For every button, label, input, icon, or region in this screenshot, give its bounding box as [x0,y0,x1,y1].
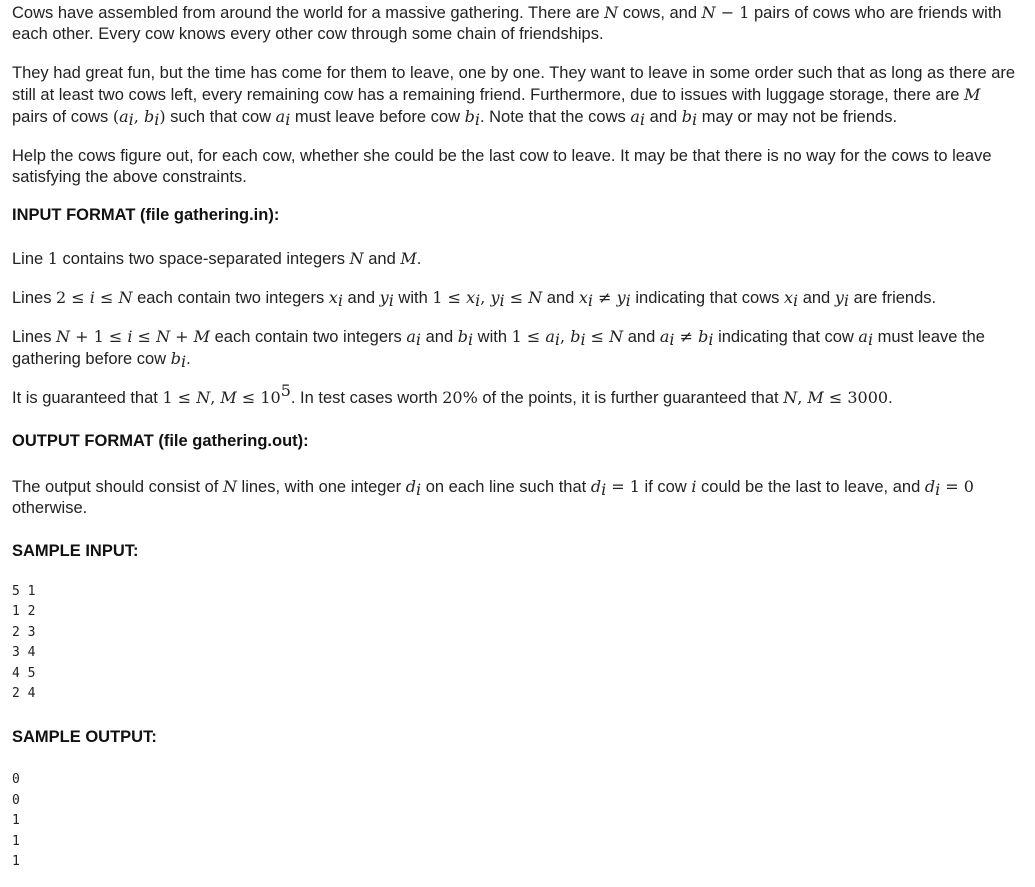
math-num: 1 ≤ [511,327,546,346]
input-format-heading: INPUT FORMAT (file gathering.in): [12,206,280,224]
math-var: a [659,327,670,346]
math-var: y [616,288,626,307]
math-var: y [379,288,389,307]
text: Lines [12,328,57,346]
math-sub: i [692,110,698,129]
text: with [393,289,433,307]
math-var: i [127,327,133,346]
math-var: y [834,288,844,307]
math-var: N [609,327,624,346]
math-var: i [89,288,95,307]
math-var: N [783,388,798,407]
text: and [363,250,401,268]
text: Cows have assembled from around the world for a massive gathering. There are [12,4,605,22]
math-num: ≤ [504,288,529,307]
math-var: a [119,107,129,126]
math-var: d [405,477,416,496]
math-var: N [349,249,364,268]
text: . [186,350,191,368]
math-num: + [170,327,194,346]
math-num: 20% [442,388,478,407]
math-num: = 1 [606,477,640,496]
text: . Note that the cows [479,108,631,126]
math-var: b [464,107,475,126]
text: must leave the gathering before cow [12,328,985,368]
math-var: x [783,288,793,307]
math-var: M [400,249,417,268]
math-var: x [578,288,588,307]
math-var: a [630,107,640,126]
text: such that cow [165,108,276,126]
math-sub: i [843,291,849,310]
text: indicating that cow [713,328,859,346]
math-num: , [480,288,491,307]
text: The output should consist of [12,478,223,496]
text: and [645,108,682,126]
math-var: x [328,288,338,307]
math-var: N [604,3,619,22]
math-var: b [698,327,709,346]
text: may or may not be friends. [697,108,898,126]
text: cows, and [618,4,702,22]
text: and [623,328,660,346]
sample-output-block: 0 0 1 1 1 [12,772,20,870]
math-sub: i [867,330,874,349]
math-var: b [170,349,181,368]
math-var: N [156,327,171,346]
math-num: , [210,388,221,407]
text: contains two space-separated integers [57,250,350,268]
text: and [342,289,380,307]
text: It is guaranteed that [12,389,163,407]
math-num: ≤ [132,327,157,346]
text: . [888,389,893,407]
input-line-1 [12,248,1017,270]
math-var: N [56,327,71,346]
math-sub: i [793,291,799,310]
math-var: a [275,107,286,126]
output-line-1 [12,476,1017,519]
output-format-heading: OUTPUT FORMAT (file gathering.out): [12,432,309,450]
input-line-4 [12,381,1017,409]
problem-statement [12,2,1017,872]
math-num: ≤ [585,327,610,346]
math-sub: i [639,110,646,129]
text: . [416,250,422,268]
math-var: M [963,85,981,104]
math-sub: i [554,330,561,349]
input-line-2 [12,287,1017,309]
math-var: a [406,327,416,346]
text: must leave before cow [290,108,465,126]
input-line-3 [12,326,1017,370]
math-num: , [797,388,808,407]
math-sub: i [180,352,187,371]
math-var: N [701,3,716,22]
math-var: a [858,327,868,346]
sample-input-heading: SAMPLE INPUT: [12,542,139,560]
sample-output-heading: SAMPLE OUTPUT: [12,728,157,747]
math-var: b [681,107,692,126]
math-var: x [466,288,476,307]
math-var: b [570,327,581,346]
text: They had great fun, but the time has come for them to leave, one by one. They want to leave in some order such that as long as there are still at least two cows left, every remaining cow has a remaining friend. Furthermore, due to issues with luggage storage, there are [12,64,1016,104]
math-var: a [545,327,555,346]
math-var: b [143,107,155,126]
text: and [542,289,579,307]
math-sub: i [669,330,675,349]
text: each contain two integers [210,328,407,346]
math-sup: 5 [280,381,291,400]
math-num: ≤ 3000 [823,388,889,407]
math-sub: i [580,330,586,349]
math-var: b [457,327,468,346]
math-sub: i [601,480,607,499]
math-var: N [196,388,211,407]
text: Line [12,250,48,268]
math-sub: i [415,330,422,349]
math-sub: i [708,330,714,349]
sample-input-block: 5 1 1 2 2 3 3 4 4 5 2 4 [12,584,36,702]
math-num: , [133,107,144,126]
text: on each line such that [421,478,591,496]
math-sub: i [587,291,594,310]
math-num: + 1 ≤ [70,327,128,346]
math-num: ≠ [593,288,617,307]
math-sub: i [625,291,631,310]
math-num: 1 ≤ [432,288,467,307]
text: could be the last to leave, and [696,478,925,496]
math-sub: i [337,291,343,310]
text: pairs of cows [12,108,113,126]
math-num: 1 [47,249,58,268]
text: pairs of cows who are friends with each other. Every cow knows every other cow through some chain of friendships. [12,4,1002,43]
math-var: N [222,477,237,496]
math-sub: i [499,291,505,310]
math-num: ≤ 10 [236,388,281,407]
math-sub: i [415,480,422,499]
math-num: ) [159,107,166,126]
math-var: i [691,477,697,496]
math-var: N [528,288,543,307]
math-sub: i [285,110,291,129]
math-var: d [590,477,602,496]
math-num: ≠ [674,327,699,346]
math-var: M [220,388,237,407]
text: are friends. [849,289,937,307]
text: of the points, it is further guaranteed that [477,389,784,407]
text: . In test cases worth [290,389,443,407]
math-var: M [807,388,824,407]
text: each contain two integers [132,289,329,307]
text: with [473,328,512,346]
math-num: 2 ≤ [56,288,90,307]
math-var: M [193,327,211,346]
math-num: , [560,327,571,346]
math-var: y [490,288,500,307]
math-sub: i [128,110,134,129]
text: and [798,289,835,307]
math-num: = 0 [940,477,974,496]
text: Lines [12,289,57,307]
statement-paragraph-3: Help the cows figure out, for each cow, whether she could be the last cow to leave. It may be that there is no way for the cows to leave satisfying the above constraints. [12,147,992,186]
text: indicating that cows [630,289,784,307]
statement-paragraph-2 [12,63,1017,128]
text: if cow [639,478,692,496]
math-sub: i [388,291,394,310]
math-sub: i [475,291,481,310]
statement-paragraph-1 [12,2,1017,45]
text: lines, with one integer [236,478,406,496]
math-num: 1 ≤ [162,388,197,407]
math-num: ≤ [94,288,119,307]
text: otherwise. [12,499,88,517]
math-sub: i [154,110,160,129]
text: and [421,328,458,346]
math-sub: i [935,480,941,499]
math-num: − 1 [715,3,750,22]
math-var: d [924,477,936,496]
math-sub: i [467,330,474,349]
math-sub: i [474,110,480,129]
math-var: N [118,288,133,307]
math-num: ( [112,107,120,126]
